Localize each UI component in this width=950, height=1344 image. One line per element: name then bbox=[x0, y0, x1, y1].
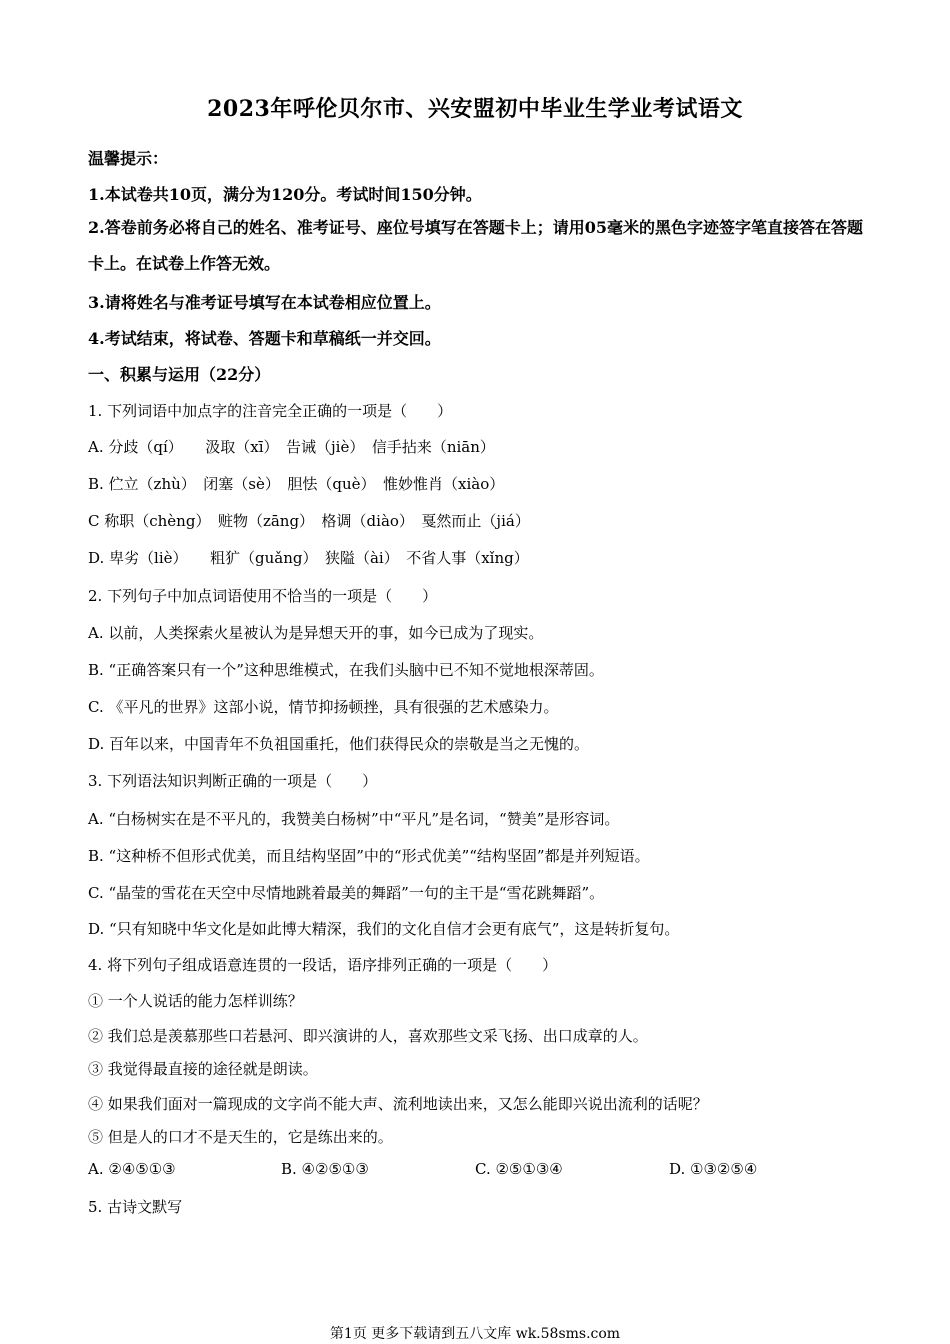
tips-heading: 温馨提示： bbox=[88, 149, 169, 168]
q1-option-b: B. 伫立（zhù） 闭塞（sè） 胆怯（què） 惟妙惟肖（xiào） bbox=[88, 475, 505, 493]
q3-option-a: A. “白杨树实在是不平凡的，我赞美白杨树”中“平凡”是名词，“赞美”是形容词。 bbox=[88, 810, 620, 828]
q4-option-c: C. ②⑤①③④ bbox=[475, 1160, 563, 1178]
q2-stem: 2. 下列句子中加点词语使用不恰当的一项是（ ） bbox=[88, 587, 438, 605]
q4-option-a: A. ②④⑤①③ bbox=[88, 1160, 176, 1178]
tip-item-3: 3.请将姓名与准考证号填写在本试卷相应位置上。 bbox=[88, 293, 441, 312]
q2-option-b: B. “正确答案只有一个”这种思维模式，在我们头脑中已不知不觉地根深蒂固。 bbox=[88, 661, 604, 679]
q4-sentence-5: ⑤ 但是人的口才不是天生的，它是练出来的。 bbox=[88, 1128, 393, 1146]
tip-item-4: 4.考试结束，将试卷、答题卡和草稿纸一并交回。 bbox=[88, 329, 441, 348]
q4-sentence-3: ③ 我觉得最直接的途径就是朗读。 bbox=[88, 1060, 318, 1078]
q4-sentence-1: ① 一个人说话的能力怎样训练？ bbox=[88, 992, 303, 1010]
q1-option-a: A. 分歧（qí） 汲取（xī） 告诫（jiè） 信手拈来（niān） bbox=[88, 438, 495, 456]
exam-title: 2023年呼伦贝尔市、兴安盟初中毕业生学业考试语文 bbox=[207, 96, 743, 122]
q4-option-d: D. ①③②⑤④ bbox=[669, 1160, 758, 1178]
q2-option-d: D. 百年以来，中国青年不负祖国重托，他们获得民众的崇敬是当之无愧的。 bbox=[88, 735, 590, 753]
q2-option-c: C. 《平凡的世界》这部小说，情节抑扬顿挫，具有很强的艺术感染力。 bbox=[88, 698, 559, 716]
q4-stem: 4. 将下列句子组成语意连贯的一段话，语序排列正确的一项是（ ） bbox=[88, 956, 558, 974]
q3-stem: 3. 下列语法知识判断正确的一项是（ ） bbox=[88, 772, 378, 790]
section-heading: 一、积累与运用（22分） bbox=[88, 365, 271, 384]
q1-option-c: C 称职（chèng） 赃物（zāng） 格调（diào） 戛然而止（jiá） bbox=[88, 512, 530, 530]
q4-option-b: B. ④②⑤①③ bbox=[281, 1160, 369, 1178]
q4-sentence-4: ④ 如果我们面对一篇现成的文字尚不能大声、流利地读出来，又怎么能即兴说出流利的话呢？ bbox=[88, 1095, 708, 1113]
q3-option-b: B. “这种桥不但形式优美，而且结构坚固”中的“形式优美”“结构坚固”都是并列短语。 bbox=[88, 847, 650, 865]
page-footer: 第1页 更多下载请到五八文库 wk.58sms.com bbox=[329, 1326, 621, 1342]
q3-option-d: D. “只有知晓中华文化是如此博大精深，我们的文化自信才会更有底气”，这是转折复句。 bbox=[88, 920, 680, 938]
q1-option-d: D. 卑劣（liè） 粗犷（guǎng） 狭隘（ài） 不省人事（xǐng） bbox=[88, 549, 529, 567]
tip-item-1: 1.本试卷共10页，满分为120分。考试时间150分钟。 bbox=[88, 185, 482, 204]
q4-sentence-2: ② 我们总是羡慕那些口若悬河、即兴演讲的人，喜欢那些文采飞扬、出口成章的人。 bbox=[88, 1027, 648, 1045]
q5-stem: 5. 古诗文默写 bbox=[88, 1198, 183, 1216]
q3-option-c: C. “晶莹的雪花在天空中尽情地跳着最美的舞蹈”一句的主干是“雪花跳舞蹈”。 bbox=[88, 884, 605, 902]
q2-option-a: A. 以前，人类探索火星被认为是异想天开的事，如今已成为了现实。 bbox=[88, 624, 544, 642]
q1-stem: 1. 下列词语中加点字的注音完全正确的一项是（ ） bbox=[88, 402, 453, 420]
tip-item-2: 2.答卷前务必将自己的姓名、准考证号、座位号填写在答题卡上；请用05毫米的黑色字迹签字笔直接答在答题卡上。在试卷上作答无效。 bbox=[88, 218, 863, 273]
